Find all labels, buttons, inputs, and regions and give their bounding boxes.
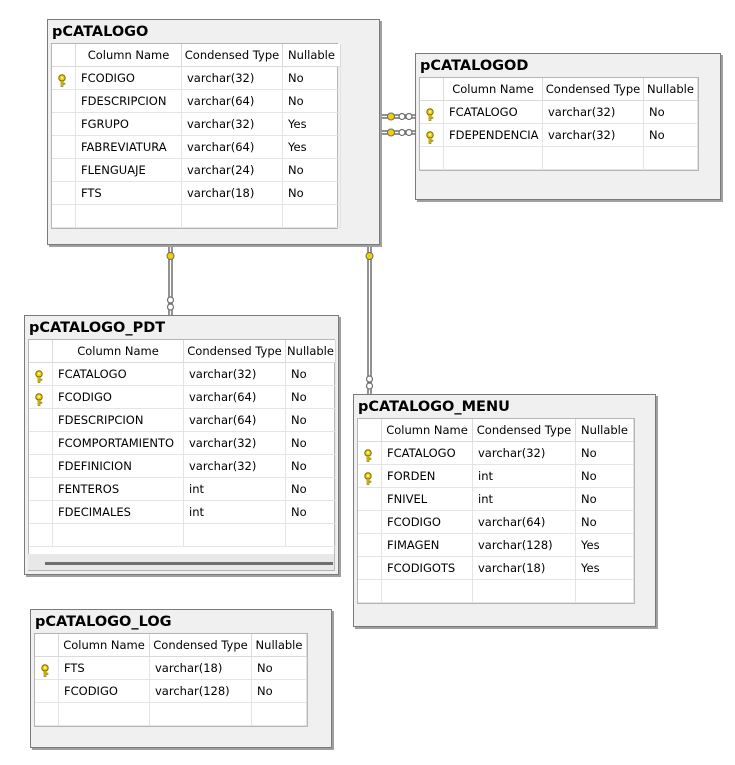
column-grid: [34, 633, 308, 727]
row-selector[interactable]: [29, 409, 53, 432]
relationship-catalogo-pdt[interactable]: [167, 244, 174, 315]
column-name-cell: FGRUPO: [76, 113, 182, 136]
nullable-cell: No: [576, 511, 634, 534]
column-grid: [357, 418, 635, 604]
row-selector[interactable]: [358, 465, 382, 488]
condensed-type-cell: varchar(32): [182, 67, 283, 90]
nullable-cell: No: [576, 465, 634, 488]
row-selector[interactable]: [420, 124, 444, 147]
nullable-header: Nullable: [252, 634, 307, 657]
primary-key-icon: [362, 470, 374, 483]
condensed-type-cell: int: [473, 465, 576, 488]
row-selector[interactable]: [29, 386, 53, 409]
nullable-cell: No: [286, 455, 336, 478]
table-title[interactable]: pCATALOGO_MENU: [358, 399, 510, 415]
column-name-cell: FCATALOGO: [444, 101, 543, 124]
row-selector[interactable]: [29, 455, 53, 478]
nullable-cell: Yes: [576, 557, 634, 580]
condensed-type-cell: varchar(64): [184, 386, 286, 409]
condensed-type-cell: varchar(32): [184, 432, 286, 455]
condensed-type-cell: int: [184, 478, 286, 501]
relationship-catalogo-catalogod-2[interactable]: [379, 129, 415, 136]
table-title[interactable]: pCATALOGOD: [420, 58, 529, 74]
column-name-cell: FDEFINICION: [53, 455, 184, 478]
primary-key-icon: [39, 662, 51, 675]
relationship-catalogo-catalogod-1[interactable]: [379, 113, 415, 120]
column-name-cell: FTS: [76, 182, 182, 205]
condensed-type-cell: varchar(24): [182, 159, 283, 182]
column-name-cell: FIMAGEN: [382, 534, 473, 557]
row-selector[interactable]: [52, 159, 76, 182]
condensed-type-cell: int: [473, 488, 576, 511]
row-selector[interactable]: [29, 501, 53, 524]
table-title[interactable]: pCATALOGO_PDT: [29, 320, 166, 336]
row-selector[interactable]: [52, 113, 76, 136]
condensed-type-cell: varchar(18): [182, 182, 283, 205]
condensed-type-cell: varchar(128): [150, 680, 252, 703]
nullable-cell: No: [283, 90, 341, 113]
column-name-cell: [444, 147, 543, 170]
nullable-cell: Yes: [283, 113, 341, 136]
nullable-cell: No: [644, 124, 698, 147]
condensed-type-cell: varchar(64): [182, 136, 283, 159]
row-selector[interactable]: [358, 580, 382, 603]
nullable-header: Nullable: [644, 78, 698, 101]
row-selector[interactable]: [358, 557, 382, 580]
nullable-header: Nullable: [283, 44, 341, 67]
column-name-cell: FORDEN: [382, 465, 473, 488]
table-title[interactable]: pCATALOGO_LOG: [35, 614, 172, 630]
condensed-type-header: Condensed Type: [150, 634, 252, 657]
column-name-cell: FNIVEL: [382, 488, 473, 511]
column-name-cell: FCATALOGO: [53, 363, 184, 386]
nullable-cell: No: [286, 478, 336, 501]
row-selector[interactable]: [52, 182, 76, 205]
condensed-type-cell: varchar(32): [473, 442, 576, 465]
table-pcatalogo-menu[interactable]: [353, 394, 656, 627]
row-selector-header: [420, 78, 444, 101]
column-name-cell: FDEPENDENCIA: [444, 124, 543, 147]
relationship-catalogo-menu[interactable]: [366, 244, 373, 394]
condensed-type-cell: varchar(32): [543, 101, 644, 124]
condensed-type-cell: [473, 580, 576, 603]
table-title[interactable]: pCATALOGO: [52, 24, 149, 40]
row-selector[interactable]: [52, 90, 76, 113]
condensed-type-cell: [182, 205, 283, 228]
nullable-cell: No: [286, 432, 336, 455]
column-name-cell: FCODIGO: [382, 511, 473, 534]
condensed-type-header: Condensed Type: [473, 419, 576, 442]
condensed-type-header: Condensed Type: [182, 44, 283, 67]
column-grid: [419, 77, 699, 171]
column-name-header: Column Name: [382, 419, 473, 442]
row-selector[interactable]: [52, 136, 76, 159]
row-selector[interactable]: [420, 147, 444, 170]
nullable-cell: No: [283, 67, 341, 90]
condensed-type-header: Condensed Type: [543, 78, 644, 101]
primary-key-icon: [362, 447, 374, 460]
condensed-type-cell: varchar(18): [150, 657, 252, 680]
column-name-cell: FTS: [59, 657, 150, 680]
row-selector[interactable]: [29, 524, 53, 547]
table-pcatalogo-pdt[interactable]: [24, 315, 339, 575]
row-selector[interactable]: [29, 363, 53, 386]
nullable-cell: Yes: [283, 136, 341, 159]
row-selector[interactable]: [52, 67, 76, 90]
condensed-type-cell: int: [184, 501, 286, 524]
column-grid: [51, 43, 338, 229]
column-name-cell: [59, 703, 150, 726]
condensed-type-cell: [543, 147, 644, 170]
table-pcatalogod[interactable]: [415, 53, 721, 200]
table-pcatalogo[interactable]: [47, 19, 380, 245]
column-name-cell: FCODIGOTS: [382, 557, 473, 580]
column-name-cell: FDESCRIPCION: [53, 409, 184, 432]
primary-key-icon: [56, 72, 68, 85]
nullable-cell: No: [252, 680, 307, 703]
nullable-cell: No: [283, 182, 341, 205]
nullable-cell: [283, 205, 341, 228]
row-selector[interactable]: [35, 680, 59, 703]
nullable-cell: No: [576, 488, 634, 511]
primary-key-icon: [424, 129, 436, 142]
condensed-type-cell: varchar(32): [184, 455, 286, 478]
column-name-cell: FENTEROS: [53, 478, 184, 501]
nullable-cell: No: [286, 409, 336, 432]
nullable-cell: No: [286, 501, 336, 524]
condensed-type-cell: varchar(64): [182, 90, 283, 113]
row-selector[interactable]: [420, 101, 444, 124]
table-pcatalogo-log[interactable]: [30, 609, 332, 748]
nullable-cell: No: [286, 386, 336, 409]
condensed-type-cell: [150, 703, 252, 726]
column-name-header: Column Name: [76, 44, 182, 67]
column-name-cell: FABREVIATURA: [76, 136, 182, 159]
nullable-cell: [576, 580, 634, 603]
row-selector[interactable]: [29, 478, 53, 501]
column-name-cell: [53, 524, 184, 547]
nullable-cell: [252, 703, 307, 726]
condensed-type-cell: varchar(32): [182, 113, 283, 136]
row-selector[interactable]: [358, 488, 382, 511]
column-name-header: Column Name: [59, 634, 150, 657]
column-name-cell: FCATALOGO: [382, 442, 473, 465]
nullable-cell: No: [644, 101, 698, 124]
column-name-cell: FCOMPORTAMIENTO: [53, 432, 184, 455]
column-name-cell: FCODIGO: [59, 680, 150, 703]
row-selector[interactable]: [358, 511, 382, 534]
column-name-cell: FLENGUAJE: [76, 159, 182, 182]
condensed-type-cell: [184, 524, 286, 547]
primary-key-icon: [33, 391, 45, 404]
condensed-type-cell: varchar(128): [473, 534, 576, 557]
column-name-cell: [382, 580, 473, 603]
row-selector-header: [358, 419, 382, 442]
condensed-type-cell: varchar(64): [184, 409, 286, 432]
row-selector[interactable]: [52, 205, 76, 228]
row-selector[interactable]: [29, 432, 53, 455]
horizontal-scrollbar-thumb[interactable]: [45, 562, 333, 565]
nullable-header: Nullable: [576, 419, 634, 442]
row-selector-header: [52, 44, 76, 67]
column-name-cell: FDESCRIPCION: [76, 90, 182, 113]
condensed-type-cell: varchar(64): [473, 511, 576, 534]
nullable-cell: [644, 147, 698, 170]
column-name-cell: FCODIGO: [53, 386, 184, 409]
condensed-type-cell: varchar(32): [184, 363, 286, 386]
row-selector-header: [35, 634, 59, 657]
nullable-header: Nullable: [286, 340, 336, 363]
nullable-cell: No: [286, 363, 336, 386]
row-selector[interactable]: [35, 703, 59, 726]
condensed-type-cell: varchar(18): [473, 557, 576, 580]
primary-key-icon: [424, 106, 436, 119]
column-name-cell: FCODIGO: [76, 67, 182, 90]
nullable-cell: No: [283, 159, 341, 182]
row-selector[interactable]: [35, 657, 59, 680]
row-selector[interactable]: [358, 442, 382, 465]
column-name-cell: FDECIMALES: [53, 501, 184, 524]
column-name-header: Column Name: [53, 340, 184, 363]
nullable-cell: No: [252, 657, 307, 680]
primary-key-icon: [33, 368, 45, 381]
row-selector[interactable]: [358, 534, 382, 557]
nullable-cell: [286, 524, 336, 547]
nullable-cell: Yes: [576, 534, 634, 557]
row-selector-header: [29, 340, 53, 363]
column-name-cell: [76, 205, 182, 228]
condensed-type-header: Condensed Type: [184, 340, 286, 363]
column-grid: [28, 339, 335, 571]
column-name-header: Column Name: [444, 78, 543, 101]
condensed-type-cell: varchar(32): [543, 124, 644, 147]
nullable-cell: No: [576, 442, 634, 465]
